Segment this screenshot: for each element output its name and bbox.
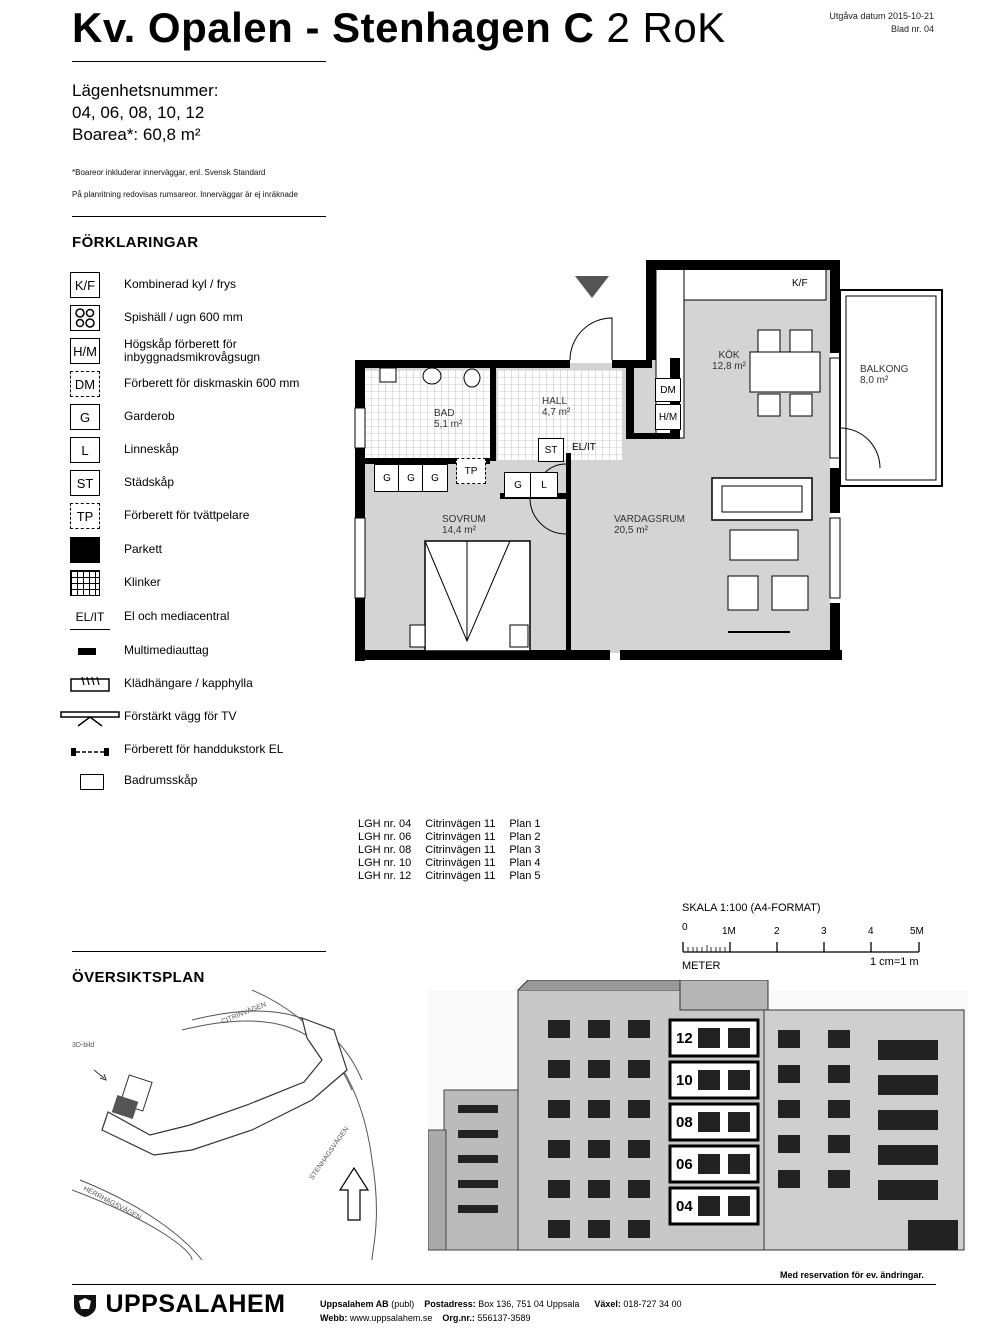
tag-st: ST: [538, 438, 564, 462]
scale-tick-label: 0: [682, 922, 688, 933]
room-label-living: [614, 514, 685, 536]
street-cell: Citrinvägen 11: [425, 818, 496, 830]
legend-label: Linneskåp: [124, 442, 179, 456]
post-label: Postadress:: [424, 1299, 476, 1309]
table-row: [358, 844, 555, 857]
bathroom-cabinet-icon: [80, 774, 104, 790]
legend-label-line1: Högskåp förberett för: [124, 337, 237, 351]
wardrobe-icon: G: [70, 404, 100, 430]
media-central-icon: EL/IT: [70, 604, 110, 630]
legend-label-line2: inbyggnadsmikrovågsugn: [124, 350, 261, 364]
floor-label: 12: [676, 1030, 693, 1047]
logo-text: UPPSALAHEM: [105, 1290, 286, 1318]
parquet-icon: [70, 537, 100, 563]
street-label: STENHAGSVÄGEN: [308, 1125, 351, 1182]
divider: [72, 951, 326, 952]
issue-date: Utgåva datum 2015-10-21: [829, 11, 934, 21]
scale-tick-label: 3: [821, 926, 827, 937]
room-label-kitchen: [704, 350, 754, 372]
room-name: VARDAGSRUM: [614, 514, 685, 525]
legend-item: [70, 568, 350, 598]
scale-ruler: [682, 938, 932, 954]
tag-hm: H/M: [655, 404, 681, 430]
tag-g: G: [398, 464, 424, 492]
room-area: 8,0 m²: [860, 375, 889, 386]
scale-ratio: 1 cm=1 m: [870, 956, 919, 968]
tag-dm: DM: [655, 378, 681, 402]
legend-item: [70, 336, 350, 366]
room-name: BAD: [434, 408, 455, 419]
legend-item: [70, 435, 350, 465]
legend-item: [70, 535, 350, 565]
title-sub: 2 RoK: [606, 4, 726, 51]
room-label-bedroom: [442, 514, 486, 536]
legend-label: Garderob: [124, 409, 175, 423]
tag-tp: TP: [456, 458, 486, 484]
room-label-hall: [542, 396, 570, 418]
plan-cell: Plan 2: [509, 831, 541, 843]
apartment-info: [72, 80, 218, 146]
lgh-cell: LGH nr. 10: [358, 857, 412, 869]
apartment-number-label: Lägenhetsnummer:: [72, 81, 219, 100]
street-cell: Citrinvägen 11: [425, 870, 496, 882]
room-name: SOVRUM: [442, 514, 486, 525]
company-info: [320, 1297, 681, 1325]
page-title: [72, 4, 726, 52]
lgh-cell: LGH nr. 06: [358, 831, 412, 843]
scale-tick-label: 2: [774, 926, 780, 937]
legend-label: Förstärkt vägg för TV: [124, 709, 237, 723]
room-name: HALL: [542, 396, 568, 407]
legend-item: [70, 669, 350, 699]
tag-l: L: [530, 472, 558, 498]
post-value: Box 136, 751 04 Uppsala: [478, 1299, 580, 1309]
web-value[interactable]: www.uppsalahem.se: [349, 1313, 433, 1323]
reservation-note: Med reservation för ev. ändringar.: [780, 1270, 924, 1280]
room-area: 14,4 m²: [442, 525, 476, 536]
room-area: 12,8 m²: [712, 361, 746, 372]
plan-note: På planritning redovisas rumsareor. Innerväggar är ej inräknade: [72, 190, 298, 199]
legend-label: El och mediacentral: [124, 609, 230, 623]
legend-item: [70, 369, 350, 399]
scale-tick-label: 1M: [722, 926, 736, 937]
apartment-numbers: 04, 06, 08, 10, 12: [72, 103, 205, 122]
linen-cabinet-icon: L: [70, 437, 100, 463]
scale-bar: [682, 902, 942, 974]
legend-item: [70, 735, 350, 765]
apartment-list: [358, 818, 555, 883]
plan-cell: Plan 4: [509, 857, 541, 869]
scale-tick-label: 5M: [910, 926, 924, 937]
laundry-tower-icon: TP: [70, 503, 100, 529]
footer-divider: [72, 1284, 936, 1285]
floor-label: 04: [676, 1198, 693, 1215]
towel-warmer-icon: [70, 745, 112, 763]
lgh-cell: LGH nr. 08: [358, 844, 412, 856]
web-label: Webb:: [320, 1313, 348, 1323]
table-row: [358, 857, 555, 870]
street-cell: Citrinvägen 11: [425, 831, 496, 843]
fridge-freezer-icon: K/F: [70, 272, 100, 298]
stove-icon: [70, 305, 100, 331]
legend-item: [70, 468, 350, 498]
dishwasher-icon: DM: [70, 371, 100, 397]
company-logo: [72, 1290, 285, 1319]
legend-label: Förberett för diskmaskin 600 mm: [124, 376, 300, 390]
floor-label: 06: [676, 1156, 693, 1173]
legend-item: [70, 270, 350, 300]
tag-kf: K/F: [792, 278, 808, 289]
table-row: [358, 831, 555, 844]
tiles-icon: [70, 570, 100, 596]
plan-cell: Plan 3: [509, 844, 541, 856]
scale-tick-label: 4: [868, 926, 874, 937]
room-name: BALKONG: [860, 364, 909, 375]
scale-unit: METER: [682, 960, 721, 972]
room-area: 5,1 m²: [434, 419, 463, 430]
tv-wall-icon: [60, 708, 122, 733]
scale-title: SKALA 1:100 (A4-FORMAT): [682, 902, 821, 914]
org-value: 556137-3589: [477, 1313, 531, 1323]
sheet-number: Blad nr. 04: [890, 24, 934, 34]
legend-label: Spishäll / ugn 600 mm: [124, 310, 243, 324]
cleaning-cabinet-icon: ST: [70, 470, 100, 496]
room-name: KÖK: [718, 350, 740, 361]
plan-cell: Plan 1: [509, 818, 541, 830]
plan-cell: Plan 5: [509, 870, 541, 882]
legend-item: [70, 636, 350, 666]
divider: [72, 216, 326, 217]
legend-item: [70, 602, 350, 632]
media-outlet-icon: [78, 648, 96, 655]
tall-cabinet-icon: H/M: [70, 338, 100, 364]
phone-value: 018-727 34 00: [623, 1299, 682, 1309]
company-suffix: (publ): [391, 1299, 415, 1309]
title-main: Kv. Opalen - Stenhagen C: [72, 4, 595, 51]
legend-item: [70, 766, 350, 796]
tag-g: G: [422, 464, 448, 492]
3d-image-label: 3D-bild: [72, 1042, 95, 1049]
company-name: Uppsalahem AB: [320, 1299, 389, 1309]
street-cell: Citrinvägen 11: [425, 844, 496, 856]
floor-label: 10: [676, 1072, 693, 1089]
overview-map: [72, 990, 432, 1265]
org-label: Org.nr.:: [442, 1313, 475, 1323]
floor-plan: [350, 258, 950, 673]
crest-icon: [72, 1292, 98, 1318]
legend-label: Multimediauttag: [124, 643, 209, 657]
legend-heading: FÖRKLARINGAR: [72, 234, 199, 251]
building-rendering: [428, 980, 968, 1265]
coat-rack-icon: [70, 675, 112, 698]
legend-label: Städskåp: [124, 475, 175, 489]
legend-item: [70, 402, 350, 432]
lgh-cell: LGH nr. 12: [358, 870, 412, 882]
street-label: CITRINVÄGEN: [220, 1001, 268, 1026]
legend-item: [70, 303, 350, 333]
legend-label: Klädhängare / kapphylla: [124, 676, 253, 690]
issue-info: [800, 10, 934, 36]
tag-elit: EL/IT: [572, 442, 596, 453]
apartment-area: Boarea*: 60,8 m²: [72, 125, 201, 144]
legend-label: [124, 338, 260, 364]
street-cell: Citrinvägen 11: [425, 857, 496, 869]
phone-label: Växel:: [594, 1299, 621, 1309]
legend-item: [70, 702, 350, 732]
legend-label: Kombinerad kyl / frys: [124, 277, 237, 291]
overview-heading: ÖVERSIKTSPLAN: [72, 969, 205, 986]
floor-label: 08: [676, 1114, 693, 1131]
lgh-cell: LGH nr. 04: [358, 818, 412, 830]
company-line-2: [320, 1311, 681, 1325]
legend-label: Badrumsskåp: [124, 773, 198, 787]
company-line-1: [320, 1297, 681, 1311]
legend-label: Förberett för handdukstork EL: [124, 742, 284, 756]
legend-label: Parkett: [124, 542, 163, 556]
legend-item: [70, 501, 350, 531]
area-note: *Boareor inkluderar innerväggar, enl. Svensk Standard: [72, 168, 266, 177]
room-area: 20,5 m²: [614, 525, 648, 536]
room-label-bath: [434, 408, 462, 430]
table-row: [358, 818, 555, 831]
street-label: HERRHAGSVÄGEN: [82, 1185, 143, 1222]
divider: [72, 61, 326, 62]
room-label-balcony: [860, 364, 908, 386]
tag-g: G: [374, 464, 400, 492]
room-area: 4,7 m²: [542, 407, 571, 418]
table-row: [358, 870, 555, 883]
legend-label: Klinker: [124, 575, 161, 589]
tag-g: G: [504, 472, 532, 498]
legend-label: Förberett för tvättpelare: [124, 508, 250, 522]
